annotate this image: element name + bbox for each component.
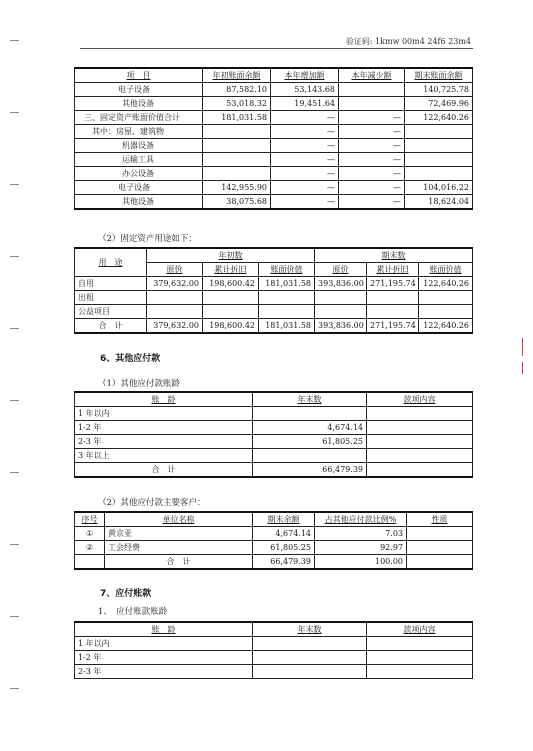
- table-cell: [203, 153, 271, 167]
- table-cell: [339, 97, 405, 111]
- table-cell: 66,479.39: [253, 463, 367, 478]
- table-cell: 393,836.00: [315, 319, 367, 334]
- column-header: 账面价值: [419, 263, 473, 277]
- table-cell: 电子设备: [75, 83, 203, 97]
- table-cell: [259, 305, 315, 319]
- table-cell: [405, 139, 473, 153]
- table-cell: [253, 449, 367, 463]
- table-cell: —: [339, 153, 405, 167]
- table-cell: —: [339, 167, 405, 181]
- column-header: 序号: [75, 512, 105, 527]
- table-cell: —: [339, 111, 405, 125]
- table-cell: 2-3 年: [75, 435, 253, 449]
- table-cell: 100.00: [315, 555, 407, 570]
- table-cell: 7.03: [315, 527, 407, 541]
- table-cell: 271,195.74: [367, 277, 419, 291]
- table-cell: 1-2 年: [75, 651, 253, 665]
- table-row: [75, 153, 473, 167]
- table-cell: 出租: [75, 291, 147, 305]
- table-row: [75, 277, 473, 291]
- table-cell: 122,640.26: [419, 319, 473, 334]
- section-heading: 6、其他应付款: [100, 354, 161, 364]
- table-cell: [203, 125, 271, 139]
- section-title: （2）其他应付款主要客户：: [98, 498, 206, 508]
- column-header: 本年减少额: [339, 68, 405, 83]
- section-title: （2）固定资产用途如下：: [98, 234, 197, 244]
- table-cell: 4,674.14: [253, 527, 315, 541]
- section-heading: 7、应付账款: [100, 589, 152, 599]
- table-cell: [315, 291, 367, 305]
- column-header: 期末余额: [253, 512, 315, 527]
- table-row: [75, 167, 473, 181]
- table-row: [75, 651, 473, 665]
- table-cell: [259, 291, 315, 305]
- table-body: [75, 83, 473, 210]
- table-cell: 三、固定资产账面价值合计: [75, 111, 203, 125]
- table-cell: 公益项目: [75, 305, 147, 319]
- table-row: [75, 181, 473, 195]
- table-cell: 271,195.74: [367, 319, 419, 334]
- table-header-row: [75, 622, 473, 637]
- table-cell: [147, 305, 203, 319]
- table-cell: 61,805.25: [253, 435, 367, 449]
- group-header: 年初数: [147, 248, 315, 263]
- table-body: [75, 407, 473, 478]
- table-cell: [407, 541, 473, 555]
- margin-mark: [10, 544, 19, 545]
- table-cell: —: [339, 195, 405, 210]
- column-header: 款项内容: [367, 622, 473, 637]
- margin-mark: [10, 400, 19, 401]
- table-cell: 2-3 年: [75, 665, 253, 679]
- table-header-row: [75, 248, 473, 263]
- table-cell: ②: [75, 541, 105, 555]
- asset-usage-table: [74, 247, 473, 334]
- margin-mark: [10, 472, 19, 473]
- table-row: [75, 125, 473, 139]
- column-header: 年末数: [253, 622, 367, 637]
- table-cell: —: [339, 139, 405, 153]
- group-header: 期末数: [315, 248, 473, 263]
- fixed-assets-table: [74, 67, 473, 210]
- table-cell: 181,031.58: [259, 319, 315, 334]
- table-cell: [407, 527, 473, 541]
- table-cell: 53,018.32: [203, 97, 271, 111]
- table-cell: [367, 291, 419, 305]
- table-row: [75, 665, 473, 679]
- table-cell: 黄京亚: [105, 527, 253, 541]
- other-payables-aging-table: [74, 391, 473, 478]
- margin-mark: [10, 40, 19, 41]
- table-cell: 122,640.26: [405, 111, 473, 125]
- table-cell: 53,143.68: [271, 83, 339, 97]
- table-cell: —: [339, 125, 405, 139]
- verification-code: 验证码: 1kmw 00m4 24f6 23m4: [345, 37, 471, 46]
- section-title: （1）其他应付款账龄: [98, 379, 180, 389]
- margin-mark: [10, 688, 19, 689]
- table-cell: ①: [75, 527, 105, 541]
- table-row: [75, 421, 473, 435]
- table-cell: 122,640.26: [419, 277, 473, 291]
- table-cell: 电子设备: [75, 181, 203, 195]
- table-cell: 其他设备: [75, 195, 203, 210]
- table-row: [75, 195, 473, 210]
- table-cell: —: [271, 181, 339, 195]
- column-header: 性质: [407, 512, 473, 527]
- table-body: [75, 277, 473, 334]
- column-header: 账 龄: [75, 622, 253, 637]
- table-row: [75, 111, 473, 125]
- table-cell: [367, 637, 473, 651]
- table-cell: 72,469.96: [405, 97, 473, 111]
- column-header: 年末数: [253, 392, 367, 407]
- table-header-row: [75, 392, 473, 407]
- table-cell: [367, 435, 473, 449]
- column-header: 占其他应付款比例%: [315, 512, 407, 527]
- table-row: [75, 291, 473, 305]
- table-cell: 18,624.04: [405, 195, 473, 210]
- table-cell: [203, 305, 259, 319]
- table-cell: [419, 305, 473, 319]
- table-cell: [405, 153, 473, 167]
- table-cell: 运输工具: [75, 153, 203, 167]
- table-row: [75, 541, 473, 555]
- table-cell: [339, 83, 405, 97]
- accounts-payable-aging-table: [74, 621, 473, 679]
- table-cell: 38,075.68: [203, 195, 271, 210]
- table-cell: [75, 555, 105, 570]
- column-header: 本年增加额: [271, 68, 339, 83]
- table-cell: 其中：房屋、建筑物: [75, 125, 203, 139]
- table-cell: 181,031.58: [259, 277, 315, 291]
- margin-red-mark: [522, 362, 523, 374]
- column-header: 账面价值: [259, 263, 315, 277]
- table-cell: 合 计: [75, 319, 147, 334]
- column-header: 账 龄: [75, 392, 253, 407]
- table-cell: 87,582.10: [203, 83, 271, 97]
- table-cell: 自用: [75, 277, 147, 291]
- table-cell: 92.97: [315, 541, 407, 555]
- margin-mark: [10, 328, 19, 329]
- table-row: [75, 139, 473, 153]
- table-cell: 办公设备: [75, 167, 203, 181]
- table-cell: 1 年以内: [75, 407, 253, 421]
- table-cell: [253, 407, 367, 421]
- table-cell: 142,955.90: [203, 181, 271, 195]
- table-cell: 181,031.58: [203, 111, 271, 125]
- table-cell: —: [271, 125, 339, 139]
- table-row: [75, 637, 473, 651]
- table-cell: [203, 167, 271, 181]
- column-header: 累计折旧: [203, 263, 259, 277]
- table-header-row: [75, 68, 473, 83]
- table-cell: —: [339, 181, 405, 195]
- table-cell: [147, 291, 203, 305]
- column-header: 年初账面余额: [203, 68, 271, 83]
- column-header: 原价: [147, 263, 203, 277]
- table-cell: 198,600.42: [203, 319, 259, 334]
- table-cell: [407, 555, 473, 570]
- column-header: 用 途: [75, 248, 147, 277]
- table-cell: [367, 651, 473, 665]
- table-cell: [367, 665, 473, 679]
- table-cell: [405, 125, 473, 139]
- table-cell: 393,836.00: [315, 277, 367, 291]
- table-cell: [253, 637, 367, 651]
- table-body: [75, 637, 473, 679]
- table-row: [75, 463, 473, 478]
- table-cell: [203, 291, 259, 305]
- section-title: 1、 应付账款账龄: [98, 607, 168, 617]
- table-cell: 19,451.64: [271, 97, 339, 111]
- table-cell: [367, 407, 473, 421]
- table-cell: [315, 305, 367, 319]
- table-row: [75, 435, 473, 449]
- table-row: [75, 407, 473, 421]
- table-cell: [367, 449, 473, 463]
- column-header: 原价: [315, 263, 367, 277]
- column-header: 款项内容: [367, 392, 473, 407]
- table-cell: 379,632.00: [147, 319, 203, 334]
- table-cell: [367, 305, 419, 319]
- table-cell: —: [271, 111, 339, 125]
- table-cell: [367, 421, 473, 435]
- table-cell: 1 年以内: [75, 637, 253, 651]
- table-header-row: [75, 512, 473, 527]
- column-header: 期末账面余额: [405, 68, 473, 83]
- table-cell: [405, 167, 473, 181]
- margin-red-mark: [522, 338, 523, 356]
- table-cell: 66,479.39: [253, 555, 315, 570]
- table-cell: 140,725.78: [405, 83, 473, 97]
- table-row: [75, 305, 473, 319]
- table-row: [75, 449, 473, 463]
- table-cell: 198,600.42: [203, 277, 259, 291]
- table-row: [75, 527, 473, 541]
- other-payables-clients-table: [74, 511, 473, 570]
- margin-mark: [10, 112, 19, 113]
- table-cell: —: [271, 167, 339, 181]
- table-cell: —: [271, 195, 339, 210]
- table-cell: 104,016.22: [405, 181, 473, 195]
- table-row: [75, 97, 473, 111]
- margin-mark: [10, 184, 19, 185]
- table-cell: [203, 139, 271, 153]
- table-cell: [253, 665, 367, 679]
- table-cell: 机器设备: [75, 139, 203, 153]
- table-cell: 3 年以上: [75, 449, 253, 463]
- header-rule: [80, 48, 473, 49]
- table-cell: —: [271, 139, 339, 153]
- column-header: 项 目: [75, 68, 203, 83]
- table-cell: [367, 463, 473, 478]
- table-cell: 工会经费: [105, 541, 253, 555]
- column-header: 累计折旧: [367, 263, 419, 277]
- table-cell: [419, 291, 473, 305]
- column-header: 单位名称: [105, 512, 253, 527]
- table-row: [75, 319, 473, 334]
- table-cell: —: [271, 153, 339, 167]
- table-cell: 1-2 年: [75, 421, 253, 435]
- table-cell: 4,674.14: [253, 421, 367, 435]
- margin-mark: [10, 256, 19, 257]
- table-body: [75, 527, 473, 570]
- table-cell: 61,805.25: [253, 541, 315, 555]
- margin-mark: [10, 616, 19, 617]
- table-row: [75, 83, 473, 97]
- table-cell: [253, 651, 367, 665]
- table-cell: 合 计: [75, 463, 253, 478]
- table-cell: 379,632.00: [147, 277, 203, 291]
- table-cell: 其他设备: [75, 97, 203, 111]
- table-row: [75, 555, 473, 570]
- table-cell: 合 计: [105, 555, 253, 570]
